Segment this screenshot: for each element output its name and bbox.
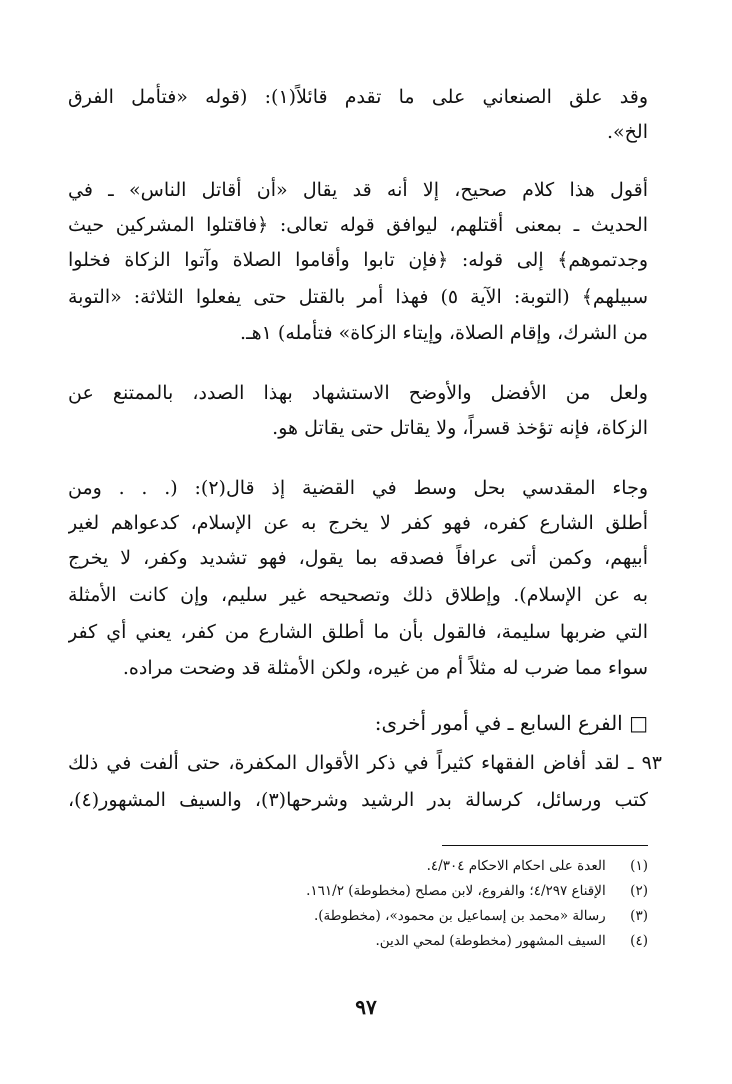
text-line: الزكاة، فإنه تؤخذ قسراً، ولا يقاتل حتى يقاتل هو. <box>272 417 648 439</box>
text-line: الخ». <box>607 121 648 143</box>
text-line: وقد علق الصنعاني على ما تقدم قائلاً(١): (قوله «فتأمل الفرق <box>68 86 648 108</box>
text-line: الحديث ـ بمعنى أقتلهم، ليوافق قوله تعالى: ﴿فاقتلوا المشركين حيث <box>68 214 648 236</box>
text-line: سواء مما ضرب له مثلاً أم من غيره، ولكن الأمثلة قد وضحت مراده. <box>122 657 648 679</box>
footnote-number: (٤) <box>630 933 648 949</box>
text-line: أقول هذا كلام صحيح، إلا أنه قد يقال «أن أقاتل الناس» ـ في <box>68 179 648 201</box>
text-line: التي ضربها سليمة، فالقول بأن ما أطلق الشارع من كفر، يعني أي كفر <box>68 621 648 643</box>
text-line: وجاء المقدسي بحل وسط في القضية إذ قال(٢): (. . . ومن <box>68 477 648 499</box>
footnote-text: الإقناع ٤/٢٩٧؛ والفروع، لابن مصلح (مخطوطة) ١٦١/٢. <box>306 883 606 899</box>
footnote <box>88 905 648 927</box>
footnote <box>88 930 648 952</box>
text-line: ولعل من الأفضل والأوضح الاستشهاد بهذا الصدد، بالممتنع عن <box>68 382 648 404</box>
text-line: أطلق الشارع كفره، فهو كفر لا يخرج به عن الإسلام، كدعواهم لغير <box>68 512 648 534</box>
footnote <box>88 880 648 902</box>
footnote-divider <box>442 845 648 846</box>
footnote-number: (٣) <box>630 908 648 924</box>
footnote-number: (٢) <box>630 883 648 899</box>
footnote-text: العدة على احكام الاحكام ٤/٣٠٤. <box>426 858 606 874</box>
footnote-text: رسالة «محمد بن إسماعيل بن محمود»، (مخطوطة). <box>314 908 606 924</box>
footnote <box>88 855 648 877</box>
text-line: من الشرك، وإقام الصلاة، وإيتاء الزكاة» فتأمله) ١هـ. <box>240 322 648 344</box>
text-line: كتب ورسائل، كرسالة بدر الرشيد وشرحها(٣)، والسيف المشهور(٤)، <box>68 789 648 811</box>
section-heading: □ الفرع السابع ـ في أمور أخرى: <box>374 711 648 735</box>
text-line: به عن الإسلام). وإطلاق ذلك وتصحيحه غير سليم، وإن كانت الأمثلة <box>68 584 648 606</box>
page-number: ٩٧ <box>355 995 377 1019</box>
footnote-number: (١) <box>630 858 648 874</box>
text-line: أبيهم، وكمن أتى عرافاً فصدقه بما يقول، فهو تشديد وكفر، لا يخرج <box>68 547 648 569</box>
text-line: سبيلهم﴾ (التوبة: الآية ٥) فهذا أمر بالقتل حتى يفعلوا الثلاثة: «التوبة <box>68 286 648 308</box>
text-line: ٩٣ ـ لقد أفاض الفقهاء كثيراً في ذكر الأقوال المكفرة، حتى ألفت في ذلك <box>68 752 662 774</box>
text-line: وجدتموهم﴾ إلى قوله: ﴿فإن تابوا وأقاموا الصلاة وآتوا الزكاة فخلوا <box>68 249 648 271</box>
footnote-text: السيف المشهور (مخطوطة) لمحي الدين. <box>375 933 606 949</box>
